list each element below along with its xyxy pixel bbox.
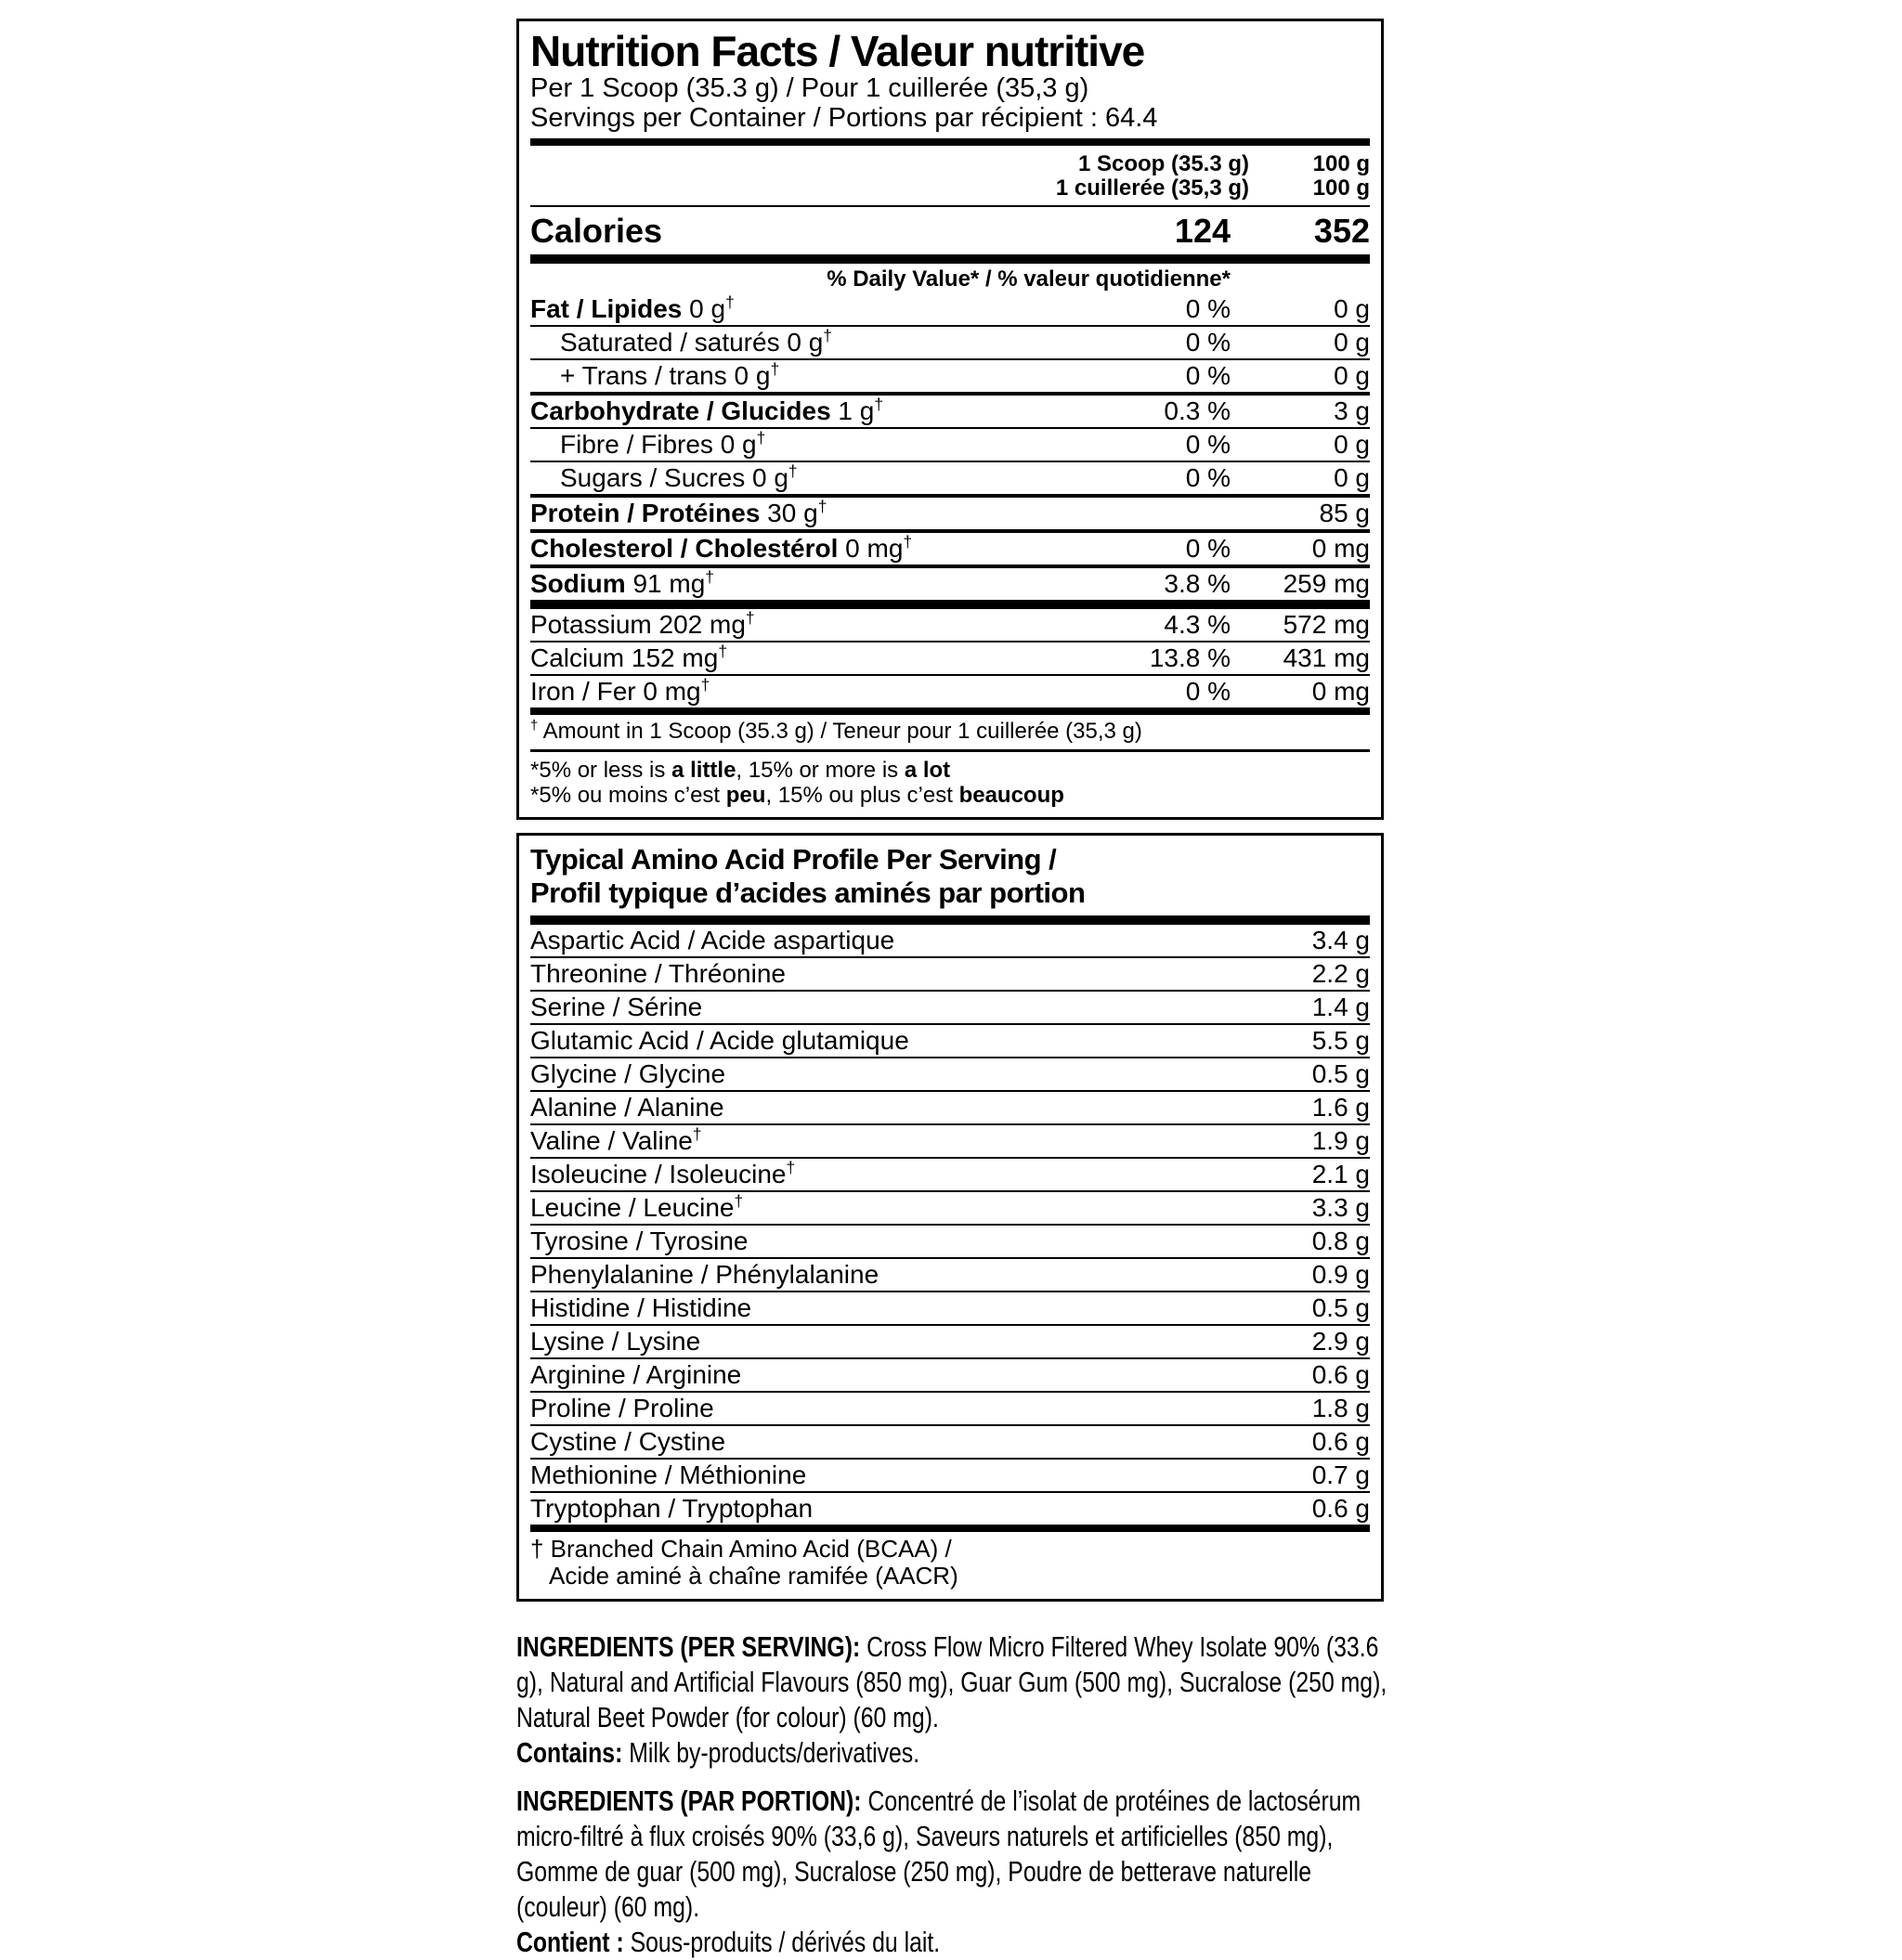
amino-row-histidine: Histidine / Histidine 0.5 g (530, 1291, 1370, 1324)
nutrient-row-iron: Iron / Fer 0 mg† 0 % 0 mg (530, 675, 1370, 706)
servings-per-container-line: Servings per Container / Portions par récipient : 64.4 (530, 103, 1158, 133)
nutrition-facts-panel (516, 19, 1384, 820)
divider-thick (530, 254, 1370, 264)
ingredients-en: INGREDIENTS (PER SERVING): Cross Flow Micro Filtered Whey Isolate 90% (33.6 g), Natural and Artificial Flavours (850 mg), Guar Gum (500 mg), Sucralose (250 mg), Natural Beet Powder (for colour) (60 mg). (516, 1630, 1387, 1733)
nutrient-row-carbohydrate: Carbohydrate / Glucides 1 g† 0.3 % 3 g (530, 392, 1370, 427)
nutrition-facts-title: Nutrition Facts / Valeur nutritive (530, 27, 1145, 75)
amino-row-serine: Serine / Sérine 1.4 g (530, 990, 1370, 1023)
contains-line: Contains: Milk by-products/derivatives. (516, 1736, 920, 1769)
ingredients-fr: INGREDIENTS (PAR PORTION): Concentré de l’isolat de protéines de lactosérum micro-filtré à flux croisés 90% (33,6 g), Saveurs naturels et artificielles (850 mg), Gomme de guar (500 mg), Sucralose (250 mg), Poudre de betterave naturelle (couleur) (60 mg). (516, 1785, 1361, 1923)
contient-line: Contient : Sous-produits / dérivés du lait. (516, 1926, 941, 1958)
divider-thick (530, 138, 1370, 146)
amino-row-glycine: Glycine / Glycine 0.5 g (530, 1057, 1370, 1090)
amino-row-valine: Valine / Valine† 1.9 g (530, 1124, 1370, 1155)
daily-value-header: % Daily Value* / % valeur quotidienne* (827, 266, 1231, 292)
calories-per-100g: 352 (1313, 212, 1370, 250)
calories-label: Calories (530, 212, 663, 250)
amino-row-threonine: Threonine / Thréonine 2.2 g (530, 956, 1370, 990)
ingredients-section (516, 1629, 1397, 1960)
bcaa-footnote: † Branched Chain Amino Acid (BCAA) / Acide aminé à chaîne ramifée (AACR) (530, 1535, 958, 1590)
column-header-100g: 100 g 100 g (1312, 151, 1370, 201)
amino-row-tyrosine: Tyrosine / Tyrosine 0.8 g (530, 1224, 1370, 1257)
daily-value-footnotes (530, 752, 1370, 808)
amino-row-aspartic-acid: Aspartic Acid / Acide aspartique 3.4 g (530, 926, 1370, 954)
amino-row-isoleucine: Isoleucine / Isoleucine† 2.1 g (530, 1158, 1370, 1188)
amino-row-leucine: Leucine / Leucine† 3.3 g (530, 1191, 1370, 1222)
nutrient-row-fat: Fat / Lipides 0 g† 0 % 0 g (530, 292, 1370, 323)
amino-profile-panel (516, 833, 1384, 1602)
amino-row-lysine: Lysine / Lysine 2.9 g (530, 1324, 1370, 1357)
nutrient-row-sugars: Sugars / Sucres 0 g† 0 % 0 g (530, 461, 1370, 494)
nutrient-row-calcium: Calcium 152 mg† 13.8 % 431 mg (530, 642, 1370, 672)
amino-title-fr: Profil typique d’acides aminés par portion (530, 876, 1086, 909)
amino-row-tryptophan: Tryptophan / Tryptophan 0.6 g (530, 1491, 1370, 1525)
nutrient-row-cholesterol: Cholesterol / Cholestérol 0 mg† 0 % 0 mg (530, 529, 1370, 565)
divider-thick (530, 600, 1370, 609)
amino-row-cystine: Cystine / Cystine 0.6 g (530, 1424, 1370, 1458)
calories-per-scoop: 124 (1174, 212, 1231, 250)
amino-row-alanine: Alanine / Alanine 1.6 g (530, 1090, 1370, 1123)
amino-title-en: Typical Amino Acid Profile Per Serving / (530, 843, 1057, 876)
divider-thick (530, 707, 1370, 715)
amino-row-phenylalanine: Phenylalanine / Phénylalanine 0.9 g (530, 1257, 1370, 1291)
nutrient-row-potassium: Potassium 202 mg† 4.3 % 572 mg (530, 608, 1370, 639)
label-column (516, 19, 1387, 1960)
nutrient-row-protein: Protein / Protéines 30 g† 85 g (530, 494, 1370, 529)
column-headers (530, 146, 1370, 207)
amino-row-glutamic-acid: Glutamic Acid / Acide glutamique 5.5 g (530, 1023, 1370, 1057)
amino-row-methionine: Methionine / Méthionine 0.7 g (530, 1458, 1370, 1491)
nutrient-row-fibre: Fibre / Fibres 0 g† 0 % 0 g (530, 427, 1370, 461)
dv-footnote-en: *5% or less is a little, 15% or more is a lot (530, 758, 951, 783)
dv-footnote-fr: *5% ou moins c’est peu, 15% ou plus c’est beaucoup (530, 783, 1064, 808)
amino-row-proline: Proline / Proline 1.8 g (530, 1391, 1370, 1424)
column-header-scoop: 1 Scoop (35.3 g) 1 cuillerée (35,3 g) (1055, 151, 1249, 201)
amino-row-arginine: Arginine / Arginine 0.6 g (530, 1357, 1370, 1391)
serving-size-line: Per 1 Scoop (35.3 g) / Pour 1 cuillerée (35,3 g) (530, 73, 1089, 103)
divider-thick (530, 915, 1370, 925)
calories-row (530, 207, 1370, 254)
nutrient-row-saturated: Saturated / saturés 0 g† 0 % 0 g (530, 325, 1370, 358)
nutrient-row-trans: + Trans / trans 0 g† 0 % 0 g (530, 358, 1370, 392)
amount-footnote: † Amount in 1 Scoop (35.3 g) / Teneur pour 1 cuillerée (35,3 g) (530, 715, 1370, 752)
nutrient-row-sodium: Sodium 91 mg† 3.8 % 259 mg (530, 565, 1370, 600)
divider-thick (530, 1525, 1370, 1532)
